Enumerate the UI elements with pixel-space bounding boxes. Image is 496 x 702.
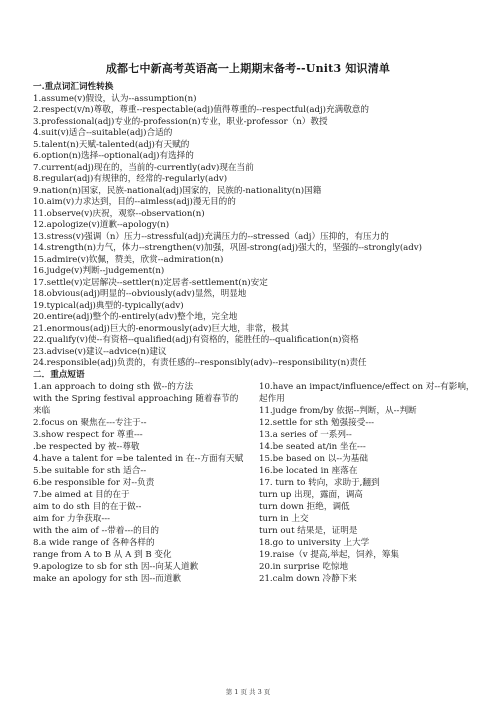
vocab-item: 9.nation(n)国家，民族-national(adj)国家的，民族的-nationality(n)国籍 <box>33 185 322 196</box>
vocab-item: 18.obvious(adj)明显的--obviously(adv)显然，明显地 <box>33 289 247 299</box>
vocab-item: 1.assume(v)假设，认为--assumption(n) <box>33 93 197 104</box>
phrase-item-left: 1.an approach to doing sth 做--的方法 <box>33 382 194 392</box>
phrase-item-left: with the aim of --带着---的目的 <box>33 526 159 536</box>
page-footer: 第 1 页 共 3 页 <box>225 688 271 696</box>
phrase-item-left: 2.focus on 聚焦在---专注于-- <box>33 418 147 428</box>
vocab-item: 12.apologize(v)道歉--apology(n) <box>33 220 170 230</box>
section-heading-vocabulary: 一.重点词汇词性转换 <box>33 82 114 92</box>
phrase-item-right: turn out 结果是，证明是 <box>259 526 358 536</box>
phrase-item-left: make an apology for sth 因--而道歉 <box>33 574 182 584</box>
phrase-item-right: 18.go to university 上大学 <box>259 538 370 548</box>
vocab-item: 20.entire(adj)整个的-entirely(adv)整个地，完全地 <box>33 312 238 322</box>
vocab-item: 23.advise(v)建议--advice(n)建议 <box>33 346 167 357</box>
page-title: 成都七中新高考英语高一上期期末备考--Unit3 知识清单 <box>105 62 391 75</box>
vocab-item: 8.regular(adj)有规律的，经常的-regularly(adv) <box>33 174 228 184</box>
phrase-item-left: 4.have a talent for =be talented in 在--方面有天赋 <box>33 454 244 464</box>
phrase-item-left: with the Spring festival approaching 随着春节的 <box>33 394 239 404</box>
vocab-item: 22.qualify(v)使--有资格--qualified(adj)有资格的，能胜任的--qualification(n)资格 <box>33 335 359 345</box>
vocab-item: 6.option(n)选择--optional(adj)有选择的 <box>33 151 194 161</box>
vocab-item: 21.enormous(adj)巨大的-enormously(adv)巨大地，非常，极其 <box>33 323 289 334</box>
vocab-item: 4.suit(v)适合--suitable(adj)合适的 <box>33 128 173 138</box>
phrase-item-right: 15.be based on 以--为基础 <box>259 454 368 464</box>
vocab-item: 7.current(adj)现在的，当前的-currently(adv)现在当前 <box>33 162 254 173</box>
vocab-item: 19.typical(adj)典型的-typically(adv) <box>33 300 184 311</box>
phrase-item-left: 5.be suitable for sth 适合-- <box>33 466 147 476</box>
section-heading-phrases: 二．重点短语 <box>33 370 85 380</box>
phrase-item-left: 来临 <box>33 406 51 416</box>
phrase-item-right: 起作用 <box>259 394 285 404</box>
vocab-item: 15.admire(v)钦佩，赞美，欣赏--admiration(n) <box>33 254 224 265</box>
vocab-item: 16.judge(v)判断--judgement(n) <box>33 266 165 276</box>
vocab-item: 10.aim(v)力求达到，目的--aimless(adj)漫无目的的 <box>33 197 236 207</box>
phrase-item-right: 14.be seated at/in 坐在--- <box>259 442 366 452</box>
phrase-item-left: 6.be responsible for 对--负责 <box>33 478 155 488</box>
phrase-item-right: 13.a series of 一系列-- <box>259 430 352 440</box>
vocab-item: 2.respect(v/n)尊敬，尊重--respectable(adj)值得尊重的--respectful(adj)充满敬意的 <box>33 105 369 115</box>
phrase-item-right: 17. turn to 转向，求助于,翻到 <box>259 478 380 488</box>
phrase-item-left: aim to do sth 目的在于做-- <box>33 502 142 512</box>
phrase-item-left: aim for 力争获取--- <box>33 514 111 524</box>
vocab-item: 14.strength(n)力气，体力--strengthen(v)加强，巩固-strong(adj)强大的，坚强的--strongly(adv) <box>33 243 423 253</box>
phrase-item-left: 3.show respect for 尊重--- <box>33 430 143 440</box>
phrase-item-right: turn up 出现，露面，调高 <box>259 490 363 500</box>
vocab-item: 3.professional(adj)专业的-profession(n)专业，职业-professor（n）教授 <box>33 116 328 127</box>
phrase-item-right: 10.have an impact/influence/effect on 对--有影响， <box>259 382 475 392</box>
vocab-item: 13.stress(v)强调（n）压力--stressful(adj)充满压力的--stressed（adj）压抑的，有压力的 <box>33 231 389 242</box>
vocab-item: 11.observe(v)庆祝，观察--observation(n) <box>33 208 205 219</box>
phrase-item-right: turn in 上交 <box>259 514 309 524</box>
phrase-item-left: range from A to B 从 A 到 B 变化 <box>33 550 172 560</box>
phrase-item-right: 20.in surprise 吃惊地 <box>259 562 349 572</box>
phrase-item-right: 11.judge from/by 依据--判断，从--判断 <box>259 406 417 416</box>
vocab-item: 5.talent(n)天赋-talented(adj)有天赋的 <box>33 139 190 150</box>
phrase-item-left: 8.a wide range of 各种各样的 <box>33 538 155 548</box>
phrase-item-right: 12.settle for sth 勉强接受--- <box>259 418 375 428</box>
phrase-item-left: 7.be aimed at 目的在于 <box>33 490 130 500</box>
vocab-item: 17.settle(v)定居解决--settler(n)定居者-settlement(n)安定 <box>33 277 268 288</box>
phrase-item-right: 19.raise（v 提高,举起，饲养，筹集 <box>259 550 399 560</box>
phrase-item-left: .be respected by 被--尊敬 <box>33 442 140 452</box>
phrase-item-right: turn down 拒绝，调低 <box>259 502 350 512</box>
phrase-item-left: 9.apologize to sb for sth 因--向某人道歉 <box>33 562 199 572</box>
vocab-item: 24.responsible(adj)负责的，有责任感的--responsibly(adv)--responsibility(n)责任 <box>33 358 367 368</box>
phrase-item-right: 16.be located in 座落在 <box>259 466 358 476</box>
phrase-item-right: 21.calm down 冷静下来 <box>259 574 357 584</box>
